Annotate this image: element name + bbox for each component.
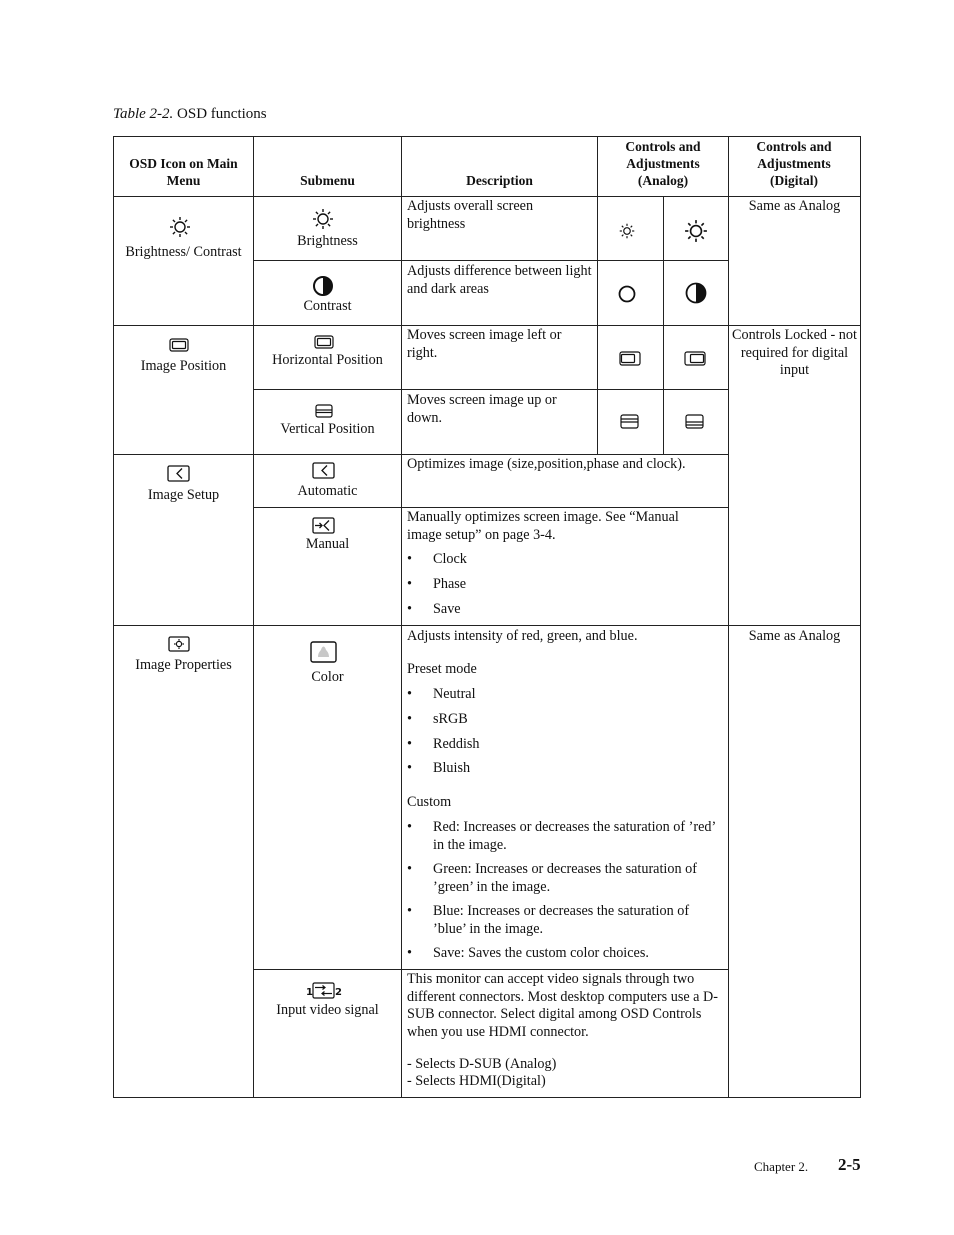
header-osd-icon: OSD Icon on Main Menu: [129, 156, 238, 188]
submenu-label-contrast: Contrast: [303, 298, 352, 314]
submenu-label-color: Color: [311, 669, 344, 685]
bullet-icon: •: [407, 945, 412, 961]
list-item: • Neutral: [407, 686, 476, 702]
table-caption-label: Table 2-2.: [113, 106, 174, 122]
list-item: • Bluish: [407, 760, 471, 776]
table-caption: [113, 106, 267, 123]
header-analog: Controls and Adjustments (Analog): [625, 139, 701, 188]
group-label-image-setup: Image Setup: [147, 487, 220, 503]
input-option-hdmi: - Selects HDMI(Digital): [407, 1073, 546, 1089]
list-item: • Clock: [407, 551, 467, 567]
header-digital: Controls and Adjustments (Digital): [756, 139, 832, 188]
submenu-label-horizontal-position: Horizontal Position: [272, 352, 383, 368]
horizontal-left-icon: [619, 351, 641, 366]
custom-label: Custom: [407, 794, 452, 810]
input-option-dsub: - Selects D-SUB (Analog): [407, 1056, 557, 1072]
list-item: • Blue: Increases or decreases the saturation of ’blue’ in the image.: [407, 903, 690, 937]
color-icon: [310, 641, 337, 663]
manual-icon: [312, 517, 335, 534]
brightness-increase-icon: [684, 219, 708, 243]
vertical-position-icon: [315, 404, 333, 418]
list-item: • Save: Saves the custom color choices.: [407, 945, 649, 961]
image-properties-icon: [168, 636, 190, 652]
submenu-label-brightness: Brightness: [297, 233, 358, 249]
desc-vertical-position: Moves screen image up or down.: [407, 392, 557, 426]
brightness-decrease-icon: [619, 223, 635, 239]
brightness-submenu-icon: [312, 208, 334, 230]
group-label-image-properties: Image Properties: [135, 657, 232, 673]
desc-horizontal-position: Moves screen image left or right.: [407, 327, 562, 361]
horizontal-position-icon: [314, 335, 334, 349]
contrast-increase-icon: [685, 282, 707, 304]
bullet-icon: •: [407, 551, 412, 567]
bullet-icon: •: [407, 760, 412, 776]
list-item: • Green: Increases or decreases the saturation of ’green’ in the image.: [407, 861, 697, 895]
vertical-down-icon: [685, 414, 704, 429]
submenu-label-automatic: Automatic: [297, 483, 358, 499]
submenu-label-input-video-signal: Input video signal: [276, 1002, 379, 1018]
bullet-icon: •: [407, 686, 412, 702]
image-position-icon: [169, 338, 189, 352]
bullet-icon: •: [407, 819, 412, 835]
digital-image-position: Controls Locked - not required for digital input: [732, 327, 857, 378]
bullet-icon: •: [407, 903, 412, 919]
bullet-icon: •: [407, 576, 412, 592]
list-item: • Reddish: [407, 736, 480, 752]
desc-manual: Manually optimizes screen image. See “Manual image setup” on page 3-4.: [407, 509, 679, 543]
submenu-label-manual: Manual: [305, 536, 350, 552]
automatic-icon: [312, 462, 335, 479]
svg-text:2: 2: [335, 987, 342, 998]
desc-color: Adjusts intensity of red, green, and blue.: [407, 628, 638, 644]
contrast-icon: [312, 275, 334, 297]
brightness-icon: [169, 216, 191, 238]
list-item: • Red: Increases or decreases the saturation of ’red’ in the image.: [407, 819, 716, 853]
list-item: • Save: [407, 601, 461, 617]
preset-mode-label: Preset mode: [407, 661, 477, 677]
header-description: Description: [466, 173, 533, 188]
list-item: • Phase: [407, 576, 467, 592]
image-setup-icon: [167, 465, 190, 482]
header-submenu: Submenu: [300, 173, 355, 188]
footer-chapter: Chapter 2.: [754, 1159, 809, 1174]
footer-page-number: 2-5: [838, 1155, 861, 1174]
bullet-icon: •: [407, 711, 412, 727]
desc-contrast: Adjusts difference between light and dark areas: [407, 263, 592, 297]
desc-input-video-signal: This monitor can accept video signals through two different connectors. Most desktop computers use a D-SUB connector. Select digital among OSD Controls when you use HDMI connector.: [407, 971, 718, 1040]
group-label-brightness-contrast: Brightness/ Contrast: [125, 244, 242, 260]
group-label-image-position: Image Position: [140, 358, 227, 374]
bullet-icon: •: [407, 736, 412, 752]
digital-image-properties: Same as Analog: [748, 628, 841, 644]
desc-automatic: Optimizes image (size,position,phase and clock).: [407, 456, 686, 472]
vertical-up-icon: [620, 414, 639, 429]
input-signal-icon: [306, 982, 342, 999]
contrast-decrease-icon: [618, 285, 636, 303]
svg-text:1: 1: [306, 987, 313, 998]
horizontal-right-icon: [684, 351, 706, 366]
bullet-icon: •: [407, 601, 412, 617]
list-item: • sRGB: [407, 711, 468, 727]
table-caption-text: OSD functions: [177, 106, 267, 122]
digital-brightness-contrast: Same as Analog: [748, 198, 841, 214]
submenu-label-vertical-position: Vertical Position: [280, 421, 375, 437]
desc-brightness: Adjusts overall screen brightness: [407, 198, 534, 232]
bullet-icon: •: [407, 861, 412, 877]
